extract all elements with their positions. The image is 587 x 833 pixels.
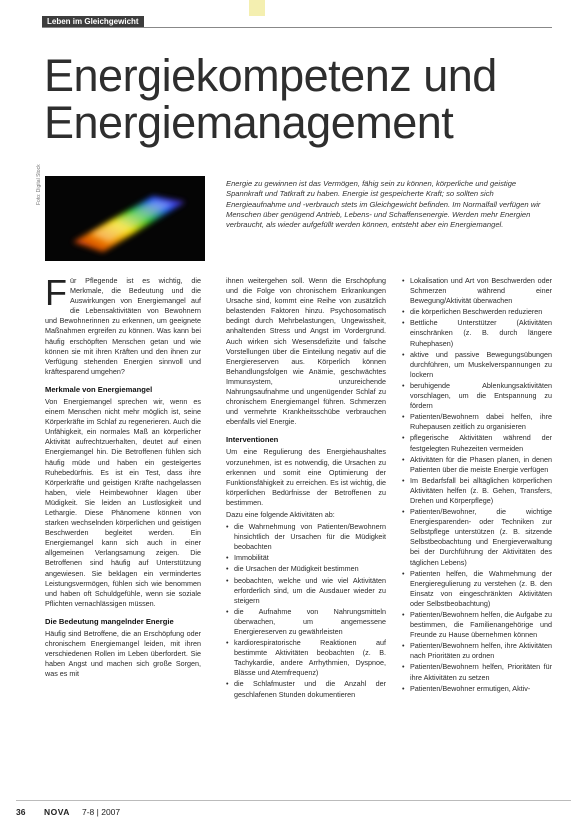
list-item: • Aktivitäten für die Phasen planen, in denen Patienten über die meiste Energie verfügen <box>402 455 552 475</box>
intervention-list <box>226 522 386 700</box>
paragraph: Um eine Regulierung des Energiehaushaltes vorzunehmen, ist es notwendig, die Ursachen zu erkennen und somit eine Optimierung der Funktionsfähigkeit zu erreichen. Es ist wichtig, die körperlichen Bedürfnisse der Betroffenen zu bestimmen. <box>226 447 386 507</box>
list-item: • Bettliche Unterstützer (Aktivitäten einschränken (z. B. durch längere Ruhephasen) <box>402 318 552 348</box>
list-item: • beruhigende Ablenkungsaktivitäten vorschlagen, um die Entspannung zu fördern <box>402 381 552 411</box>
section-label: Leben im Gleichgewicht <box>42 16 144 27</box>
list-item: • die Ursachen der Müdigkeit bestimmen <box>226 564 386 574</box>
list-item: • Patienten/Bewohner, die wichtige Energiesparenden- oder Techniken zur Selbstpflege unterstützen (z. B. sitzende Selbstbeobachtung und Energieverwaltung bei der Durchführung der Aktivitäten des täglichen Lebens) <box>402 507 552 568</box>
paragraph: Dazu eine folgende Aktivitäten ab: <box>226 509 335 519</box>
column-2 <box>226 276 386 796</box>
title-line-2: Energiemanagement <box>44 97 454 148</box>
intervention-list-continued <box>402 276 552 694</box>
list-item: • Patienten/Bewohner ermutigen, Aktiv- <box>402 684 552 694</box>
photo-credit: Foto: Digital Stock <box>36 164 42 205</box>
heading-interventionen: Interventionen <box>226 435 279 445</box>
list-item: • die Wahrnehmung von Patienten/Bewohnern hinsichtlich der Ursachen für die Müdigkeit beobachten <box>226 522 386 552</box>
list-item: • aktive und passive Bewegungsübungen durchführen, um Muskelverspannungen zu lockern <box>402 350 552 380</box>
drop-cap: F <box>45 276 67 313</box>
footer-rule <box>16 800 571 801</box>
heading-merkmale: Merkmale von Energiemangel <box>45 384 153 394</box>
column-3 <box>402 276 552 796</box>
paragraph: Von Energiemangel sprechen wir, wenn es einem Menschen nicht mehr möglich ist, seine Körperkräfte im Schlaf zu regenerieren. Auch die Unfähigkeit, ein normales Maß an körperlicher Aktivität aufrechtzuerhalten, deutet auf einen Energiemangel hin. Die Betroffenen fühlen sich häufig müde und haben ein gesteigertes Ruhebedürfnis. Es ist ein Test, dass ihre Körperkräfte und geistigen Kräfte nachgelassen haben, viele Heimbewohner klagen über Müdigkeit. Sie leiden an Lustlosigkeit und Lethargie. Diese Phänomene können von starken wechselnden körperlichen und geistigen Beschwerden begleitet werden. Ein Energiemangel kann sich auch in einer allgemeinen Verlangsamung zeigen. Die Betroffenen sind häufig auf Unterstützung angewiesen. Sie beklagen ein vermindertes Leistungsvermögen, fühlen sich wie benommen und haben oft Schuldgefühle, wenn sie soziale Pflichten vernachlässigen müssen. <box>45 396 201 608</box>
list-item: • Patienten/Bewohnern helfen, Prioritäten für ihre Aktivitäten zu setzen <box>402 662 552 682</box>
paragraph: ihnen weitergehen soll. Wenn die Erschöpfung und die Folge von chronischem Erkrankungen Ursache sind, kommt eine Reihe von zusätzlich belastenden Faktoren hinzu. Psychosomatisch bedingt durch Mehrbelastungen, Ungewissheit, anhaltenden Stress und Angst im Vordergrund. Auch wirken sich Wesensdefizite und falsche Vorstellungen über die Einteilung negativ auf die Energiereserven aus. Körperlich können Behandlungsfolgen wie Anämie, geschwächtes Immunsystem, unzureichende Nahrungsaufnahme und ungenügender Schlaf zu chronischem Energiemangel führen. Schmerzen und vermehrte Krankheitsschübe verbrauchen ebenfalls viel Energie. <box>226 276 386 427</box>
magazine-name: NOVA <box>44 807 70 817</box>
list-item: • Patienten/Bewohnern helfen, ihre Aktivitäten nach Prioritäten zu ordnen <box>402 641 552 661</box>
article-title <box>44 52 564 146</box>
heading-bedeutung: Die Bedeutung mangelnder Energie <box>45 616 174 626</box>
list-item: • beobachten, welche und wie viel Aktivitäten erforderlich sind, um die Ausdauer wieder zu steigern <box>226 576 386 606</box>
list-item: • Patienten/Bewohnern dabei helfen, ihre Ruhepausen zeitlich zu organisieren <box>402 412 552 432</box>
page-number: 36 <box>16 807 26 817</box>
issue-number: 7-8 | 2007 <box>82 807 121 817</box>
list-item: • Lokalisation und Art von Beschwerden oder Schmerzen während einer Bewegung/Aktivität überwachen <box>402 276 552 306</box>
spectrum-photo <box>45 176 205 261</box>
lead-text: ür Pflegende ist es wichtig, die Merkmale, die Bedeutung und die Auswirkungen von Energiemangel auf die Lebensaktivitäten von Bewohnern und Bewohnerinnen zu erkennen, um geeignete Maßnahmen ergreifen zu können. Was kann bei häufig erschöpften Menschen getan und wie können sie mit ihren Kräften und den ihnen zur Verfügung stehenden Energien sinnvoll und kräftesparend umgehen? <box>45 276 201 376</box>
list-item: • Im Bedarfsfall bei alltäglichen körperlichen Aktivitäten helfen (z. B. Gehen, Transfers, Drehen und Körperpflege) <box>402 476 552 506</box>
list-item: • kardiorespiratorische Reaktionen auf bestimmte Aktivitäten beobachten (z. B. Tachykardie, andere Arrhythmien, Dyspnoe, Blässe und Atemfrequenz) <box>226 638 386 678</box>
corner-tab <box>249 0 265 16</box>
spectrum-image <box>45 176 205 261</box>
lead-paragraph <box>45 276 201 377</box>
list-item: • die Schlafmuster und die Anzahl der geschlafenen Stunden dokumentieren <box>226 679 386 699</box>
section-bar <box>42 16 552 28</box>
title-line-1: Energiekompetenz und <box>44 50 497 101</box>
intro-text: Energie zu gewinnen ist das Vermögen, fähig sein zu können, körperliche und geistige Spannkraft und Tatkraft zu haben. Energie ist gespeicherte Kraft; so sollten sich Energieaufnahme und -verbrauch stets im Gleichgewicht befinden. Im Normalfall verfügen wir Menschen über genügend Antrieb, Lebens- und Schaffensenergie. Werden mehr Energien verbraucht, als wieder aufgefüllt werden können, entsteht aber ein Energiemangel. <box>226 179 541 230</box>
list-item: • Immobilität <box>226 553 386 563</box>
list-item: • Patienten helfen, die Wahrnehmung der Energieregulierung zu verstehen (z. B. den Einsatz von eingeschränkten Aktivitäten oder Selbstbeobachtung) <box>402 569 552 609</box>
page-footer <box>16 806 571 818</box>
paragraph: Häufig sind Betroffene, die an Erschöpfung oder chronischem Energiemangel leiden, mit ihren verschiedenen Rollen im Leben überfordert. Sie haben Angst und machen sich große Sorgen, was es mit <box>45 628 201 679</box>
list-item: • pflegerische Aktivitäten während der festgelegten Ruhezeiten vermeiden <box>402 433 552 453</box>
column-1 <box>45 276 201 796</box>
list-item: • die Aufnahme von Nahrungsmitteln überwachen, um angemessene Energiereserven zu gewährleisten <box>226 607 386 637</box>
list-item: • Patienten/Bewohnern helfen, die Aufgabe zu bestimmen, die Familienangehörige und Freunde zu Hause übernehmen können <box>402 610 552 640</box>
list-item: • die körperlichen Beschwerden reduzieren <box>402 307 552 317</box>
